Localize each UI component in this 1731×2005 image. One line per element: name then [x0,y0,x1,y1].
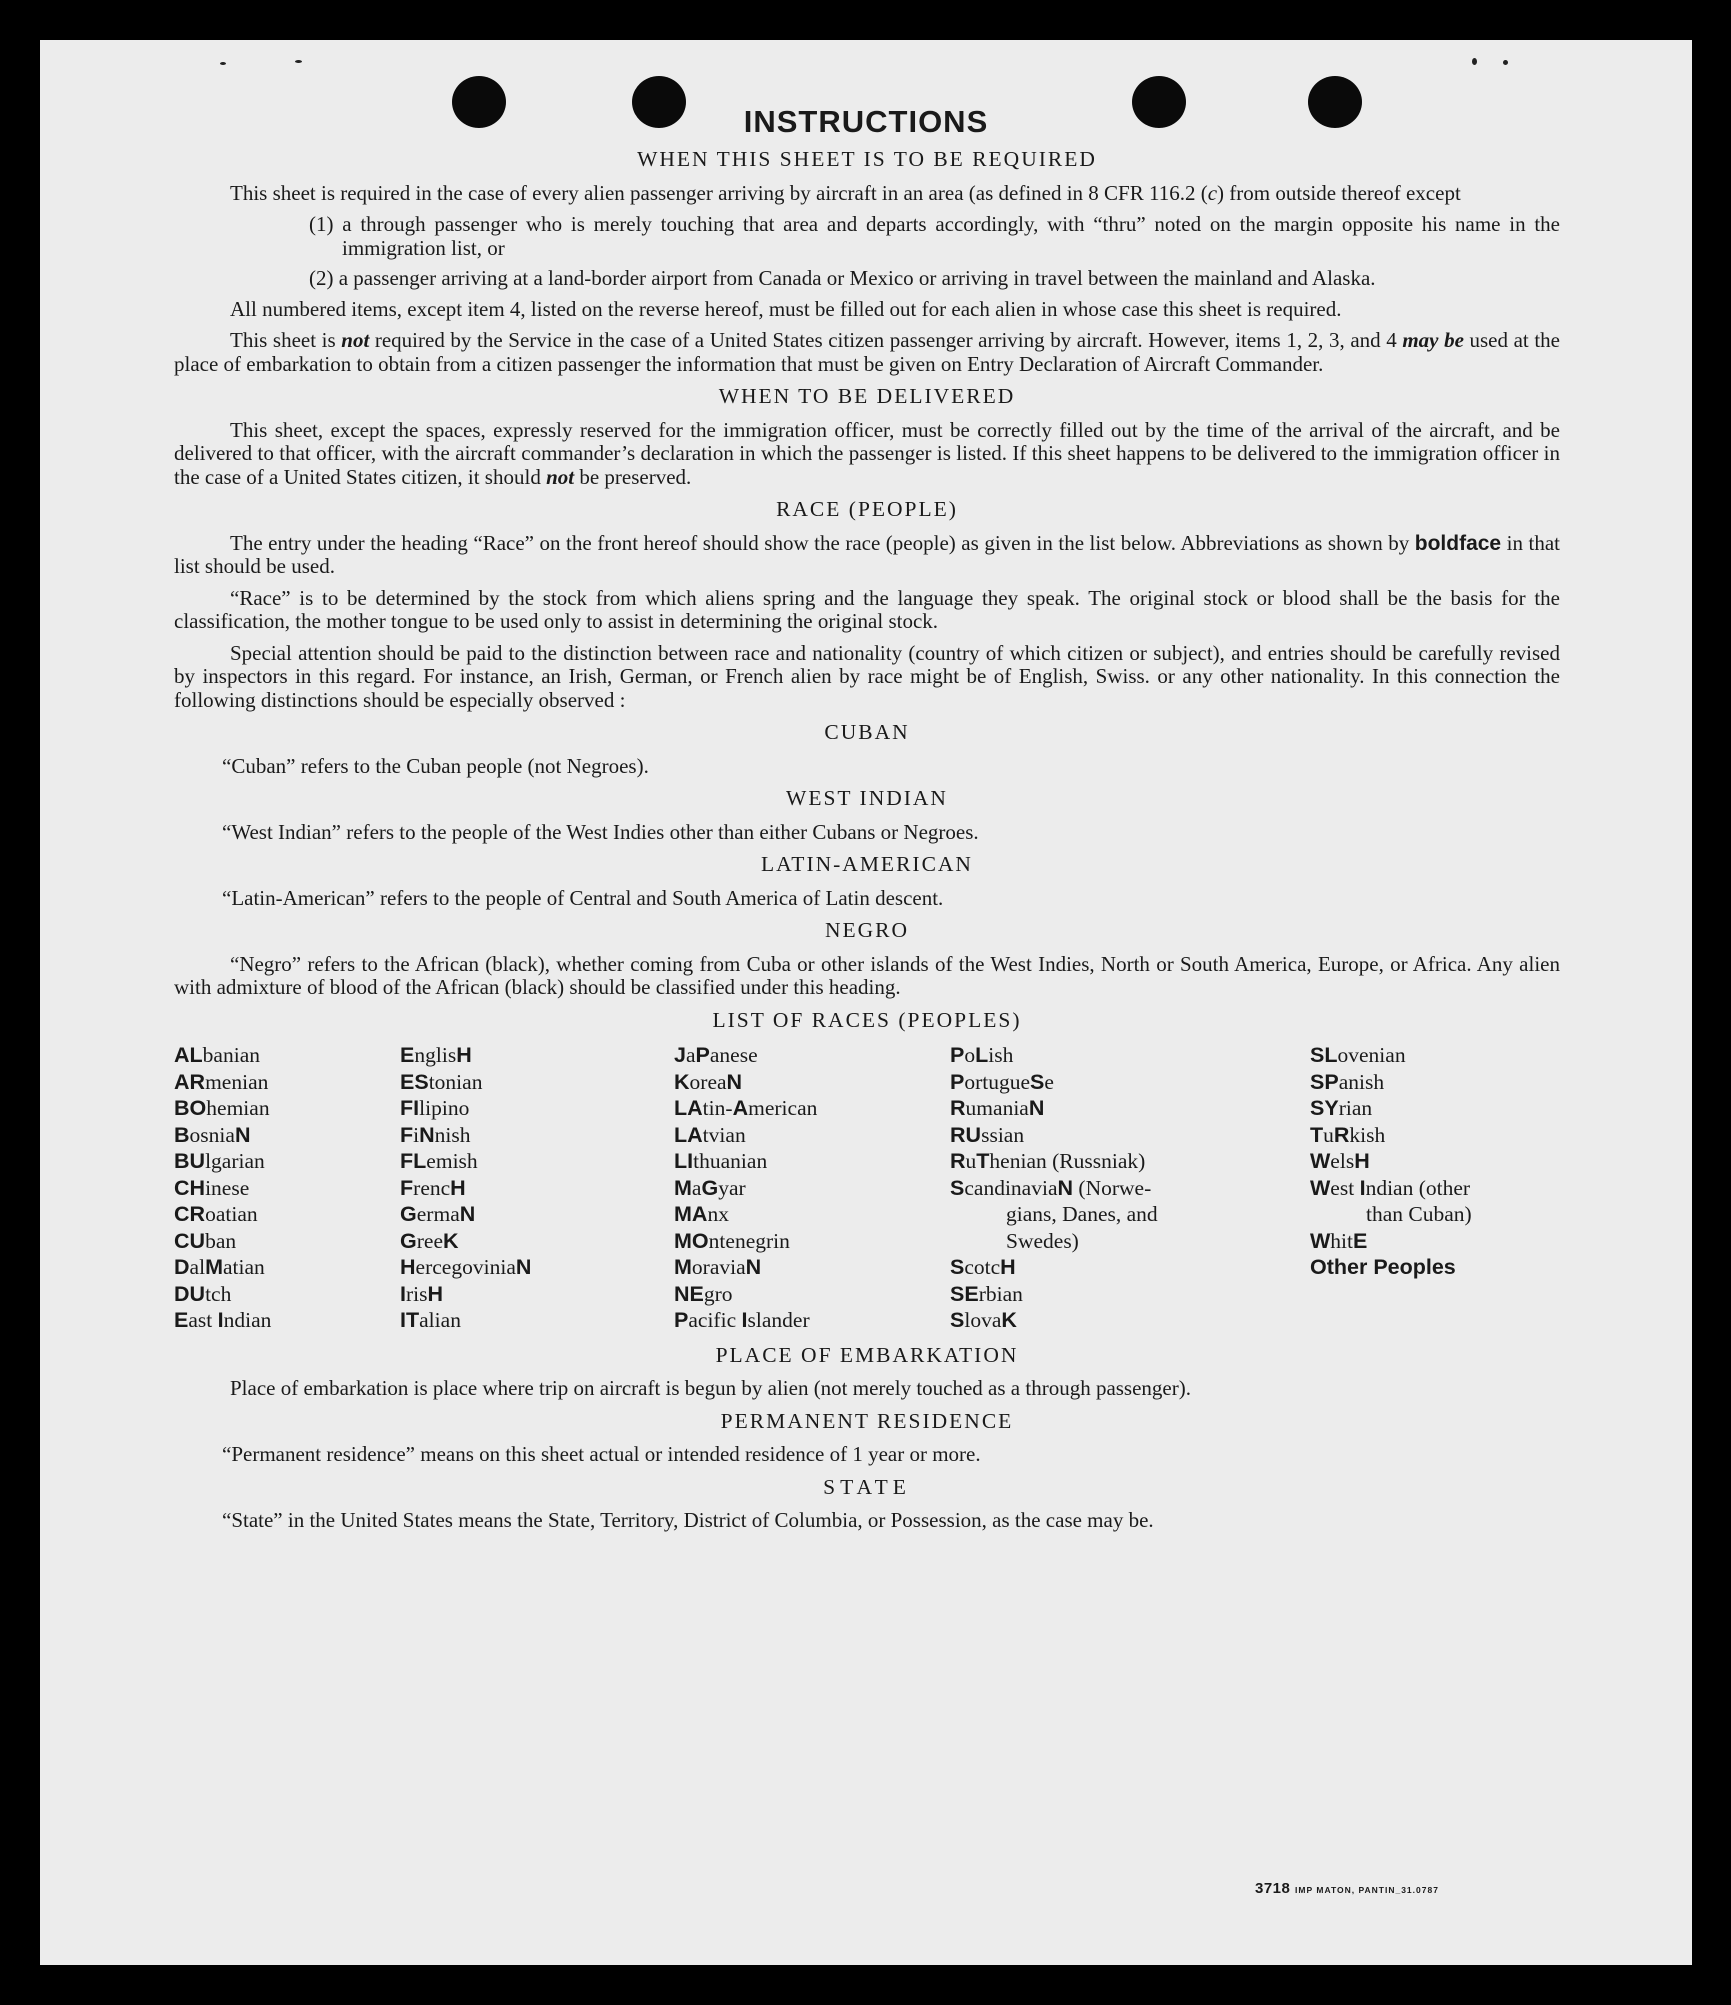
speck [1472,58,1477,65]
race-entry: PortugueSe [950,1069,1054,1094]
race-entry: MAnx [674,1202,729,1226]
race-entry: WhitE [1310,1228,1368,1253]
race-entry: DalMatian [174,1255,265,1279]
heading-cuban: CUBAN [824,720,910,744]
race-entry: CRoatian [174,1202,258,1226]
race-entry: West Indian (other [1310,1175,1471,1200]
race-entry: East Indian [174,1308,272,1332]
heading-west-indian: WEST INDIAN [786,786,948,810]
race-entry: KoreaN [674,1069,743,1094]
speck [220,62,226,65]
race-column [950,1042,1310,1334]
race-entry: JaPanese [674,1043,758,1067]
race-entry: Other Peoples [1310,1255,1456,1279]
race-entry: ScotcH [950,1255,1016,1279]
race-column [174,1042,400,1334]
race-entry: DUtch [174,1281,232,1306]
heading-state: STATE [823,1474,911,1499]
race-entry: ITalian [400,1308,461,1332]
race-entry: SErbian [950,1281,1023,1306]
paragraph: This sheet is not required by the Service in the case of a United States citizen passenger arriving by aircraft. However, items 1, 2, 3, and 4 may be used at the place of embarkation to obtain from a citizen passenger the information that must be given on Entry Declaration of Aircraft Commander. [174,328,1560,376]
definition-west-indian: “West Indian” refers to the people of the West Indies other than either Cubans or Negroes. [222,819,979,844]
race-entry: BosniaN [174,1122,251,1147]
race-entry: SlovaK [950,1308,1017,1332]
race-entry: IrisH [400,1281,444,1306]
race-entry: EnglisH [400,1043,472,1067]
race-entry: WelsH [1310,1149,1370,1173]
race-entry: ALbanian [174,1043,260,1067]
race-entry: FIlipino [400,1096,470,1120]
race-column [1310,1042,1560,1334]
definition-cuban: “Cuban” refers to the Cuban people (not Negroes). [222,753,649,778]
form-number: 3718 [1255,1880,1291,1897]
paragraph: This sheet, except the spaces, expressly reserved for the immigration officer, must be correctly filled out by the time of the arrival of the aircraft, and be delivered to that officer, with the aircraft commander’s declaration in which the passenger is listed. If this sheet happens to be delivered to the immigration officer in the case of a United States citizen, it should not be preserved. [174,417,1560,489]
heading-when-required: WHEN THIS SHEET IS TO BE REQUIRED [637,147,1097,171]
heading-residence: PERMANENT RESIDENCE [720,1408,1014,1433]
race-entry: MOntenegrin [674,1228,790,1253]
race-entry: CHinese [174,1175,250,1200]
race-entry: FrencH [400,1175,466,1200]
race-entry: HercegoviniaN [400,1255,532,1279]
definition-residence: “Permanent residence” means on this sheet actual or intended residence of 1 year or more. [222,1442,981,1466]
race-entry: LIthuanian [674,1149,768,1173]
paragraph: Special attention should be paid to the distinction between race and nationality (country of which citizen or subject), and entries should be carefully revised by inspectors in this regard. For instance, an Irish, German, or French alien by race might be of English, Swiss. or any other nationality. In this connection the following distinctions should be especially observed : [174,640,1560,712]
race-entry: PoLish [950,1043,1014,1067]
race-entry: MaGyar [674,1175,746,1200]
race-entry: SPanish [1310,1069,1385,1094]
exception-item-2: (2) a passenger arriving at a land-border airport from Canada or Mexico or arriving in travel between the mainland and Alaska. [309,266,1376,290]
race-entry: than Cuban) [1366,1202,1472,1226]
race-entry: SYrian [1310,1096,1373,1120]
race-entry: RuThenian (Russniak) [950,1149,1146,1173]
page-title: INSTRUCTIONS [743,104,989,139]
race-column [400,1042,674,1334]
race-entry: Pacific Islander [674,1308,810,1332]
race-entry: FiNnish [400,1122,471,1147]
definition-negro: “Negro” refers to the African (black), whether coming from Cuba or other islands of the West Indies, North or South America, Europe, or Africa. Any alien with admixture of blood of the African (black) should be classified under this heading. [174,951,1560,999]
speck [295,60,302,63]
paragraph: This sheet is required in the case of every alien passenger arriving by aircraft in an area (as defined in 8 CFR 116.2 (c) from outside thereof except [230,180,1461,205]
race-entry: CUban [174,1228,237,1253]
printer-mark: IMP MATON, PANTIN_31.0787 [1295,1885,1439,1895]
race-entry: LAtvian [674,1122,746,1147]
race-entry: GermaN [400,1202,476,1226]
race-entry: FLemish [400,1149,478,1173]
race-entry: BOhemian [174,1096,270,1120]
race-entry: TuRkish [1310,1122,1386,1147]
heading-latin-american: LATIN-AMERICAN [761,852,973,876]
race-entry: LAtin-American [674,1096,818,1120]
definition-embarkation: Place of embarkation is place where trip on aircraft is begun by alien (not merely touched as a through passenger). [230,1376,1191,1400]
paragraph: All numbered items, except item 4, listed on the reverse hereof, must be filled out for each alien in whose case this sheet is required. [230,296,1342,321]
speck [1503,60,1508,65]
print-imprint [1255,1880,1439,1897]
race-entry: GreeK [400,1228,459,1253]
race-entry: NEgro [674,1281,733,1306]
definition-state: “State” in the United States means the State, Territory, District of Columbia, or Possession, as the case may be. [222,1508,1154,1532]
race-entry: ARmenian [174,1069,269,1094]
document-page [40,40,1692,1965]
race-entry: ScandinaviaN (Norwe- [950,1175,1152,1200]
heading-race: RACE (PEOPLE) [776,497,958,521]
race-column [674,1042,950,1334]
definition-latin-american: “Latin-American” refers to the people of Central and South America of Latin descent. [222,885,944,910]
race-entry: SLovenian [1310,1043,1406,1067]
race-entry: RUssian [950,1122,1025,1147]
race-entry: MoraviaN [674,1255,762,1279]
race-entry: gians, Danes, and [1006,1202,1158,1226]
heading-list-of-races: LIST OF RACES (PEOPLES) [712,1007,1022,1032]
paragraph: “Race” is to be determined by the stock from which aliens spring and the language they speak. The original stock or blood shall be the basis for the classification, the mother tongue to be used only to assist in determining the original stock. [174,585,1560,633]
document-body [174,148,1560,1541]
race-entry: Swedes) [1006,1228,1079,1253]
race-entry: RumaniaN [950,1096,1045,1120]
exception-item-1: (1) a through passenger who is merely touching that area and departs accordingly, with “thru” noted on the margin opposite his name in the immigration list, or [309,212,1560,260]
race-entry: EStonian [400,1069,483,1094]
race-list [174,1042,1560,1334]
heading-negro: NEGRO [824,918,910,942]
paragraph: The entry under the heading “Race” on the front hereof should show the race (people) as given in the list below. Abbreviations as shown by boldface in that list should be used. [174,530,1561,578]
heading-embarkation: PLACE OF EMBARKATION [715,1342,1019,1367]
heading-when-delivered: WHEN TO BE DELIVERED [718,384,1016,408]
race-entry: BUlgarian [174,1149,265,1173]
